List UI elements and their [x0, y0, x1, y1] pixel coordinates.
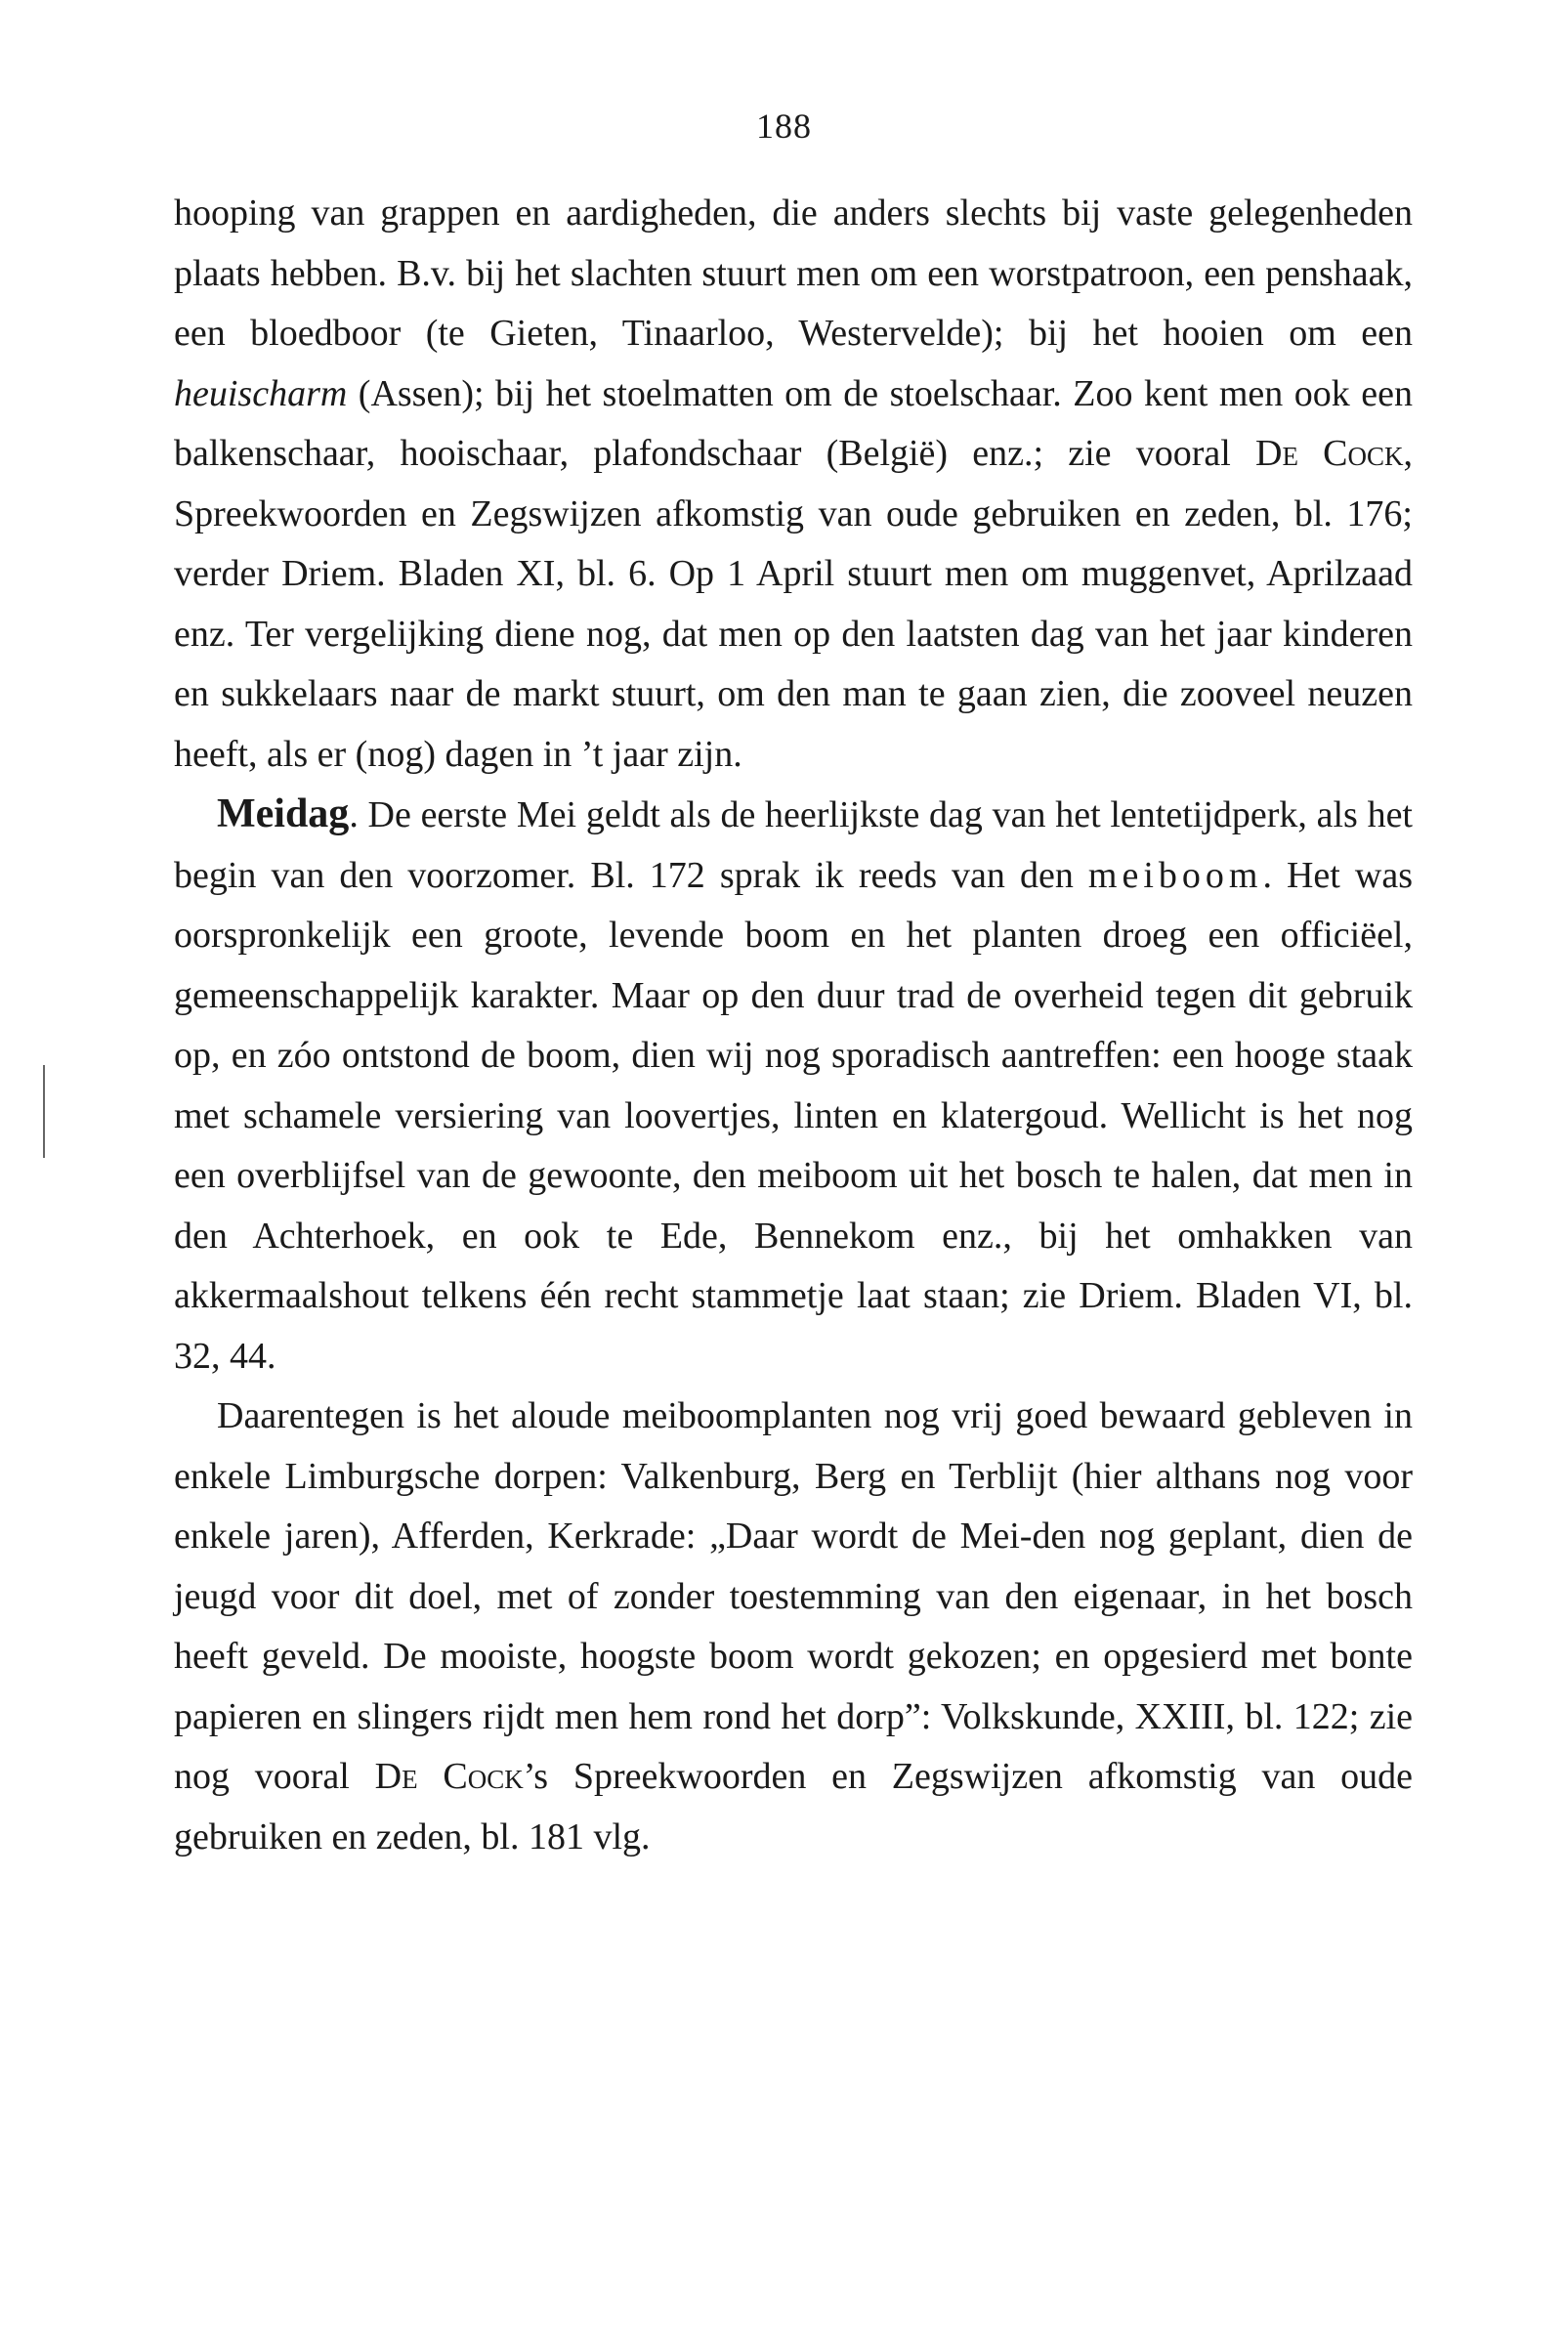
paragraph-1: [174, 184, 1413, 785]
text-segment: , Spreekwoorden en Zegswijzen afkomstig van oude gebruiken en zeden, bl. 176; verder Driem. Bladen XI, bl. 6. Op 1 April stuurt men om muggenvet, Aprilzaad enz. Ter vergelijking diene nog, dat men op den laatsten dag van het jaar kinderen en sukkelaars naar de markt stuurt, om den man te gaan zien, die zooveel neuzen heeft, als er (nog) dagen in ’t jaar zijn.: [174, 433, 1413, 775]
lemma-heading: Meidag: [217, 791, 350, 836]
text-segment: ’s Spreekwoorden en Zegswijzen afkomstig van oude gebruiken en zeden, bl. 181 vlg.: [174, 1756, 1413, 1857]
italic-term: heuischarm: [174, 372, 348, 414]
spaced-term: meiboom: [1087, 854, 1263, 896]
text-segment: Daarentegen is het aloude meiboomplanten nog vrij goed bewaard gebleven in enkele Limburgsche dorpen: Valkenburg, Berg en Terblijt (hier althans nog voor enkele jaren), Afferden, Kerkrade: „Daar wordt de Mei-den nog geplant, dien de jeugd voor dit doel, met of zonder toestemming van den eigenaar, in het bosch heeft geveld. De mooiste, hoogste boom wordt gekozen; en opgesierd met bonte papieren en slingers rijdt men hem rond het dorp”: Volkskunde, XXIII, bl. 122; zie nog vooral: [174, 1395, 1413, 1797]
author-name: De Cock: [1255, 433, 1404, 474]
paragraph-2: [174, 785, 1413, 1387]
paragraph-3: [174, 1387, 1413, 1867]
page-number: 188: [756, 107, 812, 146]
body-text: [174, 184, 1413, 1867]
text-segment: (Assen); bij het stoelmatten om de stoelschaar. Zoo kent men ook een balkenschaar, hooischaar, plafondschaar (België) enz.; zie vooral: [174, 372, 1413, 474]
text-segment: hooping van grappen en aardigheden, die anders slechts bij vaste gelegenheden plaats hebben. B.v. bij het slachten stuurt men om een worstpatroon, een penshaak, een bloedboor (te Gieten, Tinaarloo, Westervelde); bij het hooien om een: [174, 192, 1413, 354]
text-segment: . Het was oorspronkelijk een groote, levende boom en het planten droeg een officiëel, gemeenschappelijk karakter. Maar op den duur trad de overheid tegen dit gebruik op, en zóo ontstond de boom, dien wij nog sporadisch aantreffen: een hooge staak met schamele versiering van loovertjes, linten en klatergoud. Wellicht is het nog een overblijfsel van de gewoonte, den meiboom uit het bosch te halen, dat men in den Achterhoek, en ook te Ede, Bennekom enz., bij het omhakken van akkermaalshout telkens één recht stammetje laat staan; zie Driem. Bladen VI, bl. 32, 44.: [174, 854, 1413, 1377]
margin-mark: [43, 1065, 45, 1158]
text-segment: . De eerste Mei geldt als de heerlijkste dag van het lentetijdperk, als het begin van den voorzomer. Bl. 172 sprak ik reeds van den: [174, 794, 1413, 896]
author-name: De Cock: [374, 1756, 524, 1797]
